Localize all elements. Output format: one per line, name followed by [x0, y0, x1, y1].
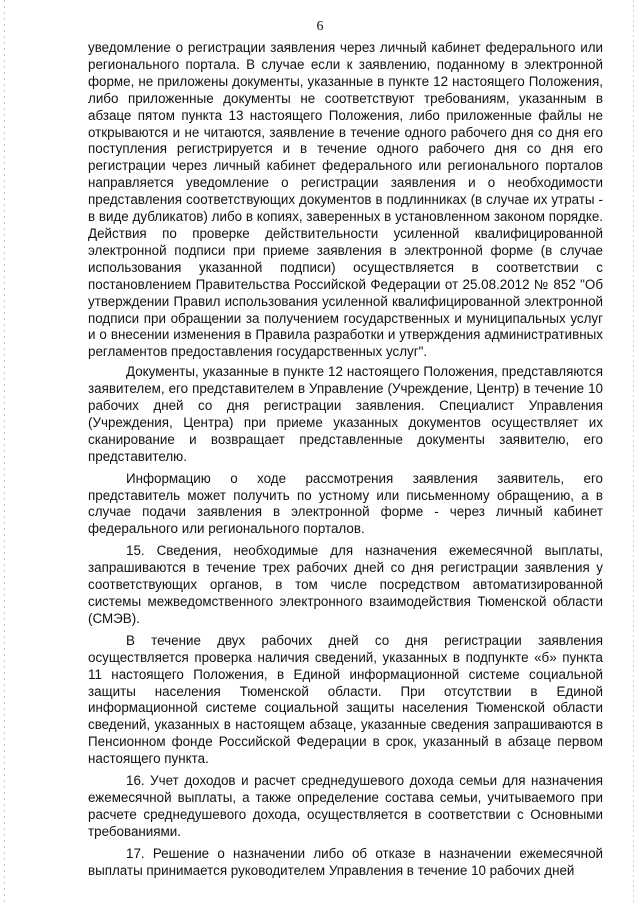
scan-edge-left: [4, 0, 5, 905]
document-body: [88, 40, 603, 885]
paragraph-1: уведомление о регистрации заявления через личный кабинет федерального или регионального портала. В случае если к заявлению, поданному в электронной форме, не приложены документы, указанные в пункте 12 настоящего Положения, либо приложенные документы не соответствуют требованиям, указанным в абзаце пятом пункта 13 настоящего Положения, либо приложенные файлы не открываются и не читаются, заявление в течение одного рабочего дня со дня его поступления регистрируется и в течение одного рабочего дня со дня его регистрации через личный кабинет федерального или регионального порталов направляется уведомление о регистрации заявления и о необходимости представления соответствующих документов в подлинниках (в случае их утраты - в виде дубликатов) либо в копиях, заверенных в установленном законом порядке. Действия по проверке действительности усиленной квалифицированной электронной подписи при приеме заявления в электронной форме (в случае использования указанной подписи) осуществляется в соответствии с постановлением Правительства Российской Федерации от 25.08.2012 № 852 "Об утверждении Правил использования усиленной квалифицированной электронной подписи при обращении за получением государственных и муниципальных услуг и о внесении изменения в Правила разработки и утверждения административных регламентов предоставления государственных услуг".: [88, 40, 603, 360]
page-number: 6: [316, 19, 324, 34]
paragraph-5: В течение двух рабочих дней со дня регистрации заявления осуществляется проверка наличия сведений, указанных в подпункте «б» пункта 11 настоящего Положения, в Единой информационной системе социальной защиты населения Тюменской области. При отсутствии в Единой информационной системе социальной защиты населения Тюменской области сведений, указанных в настоящем абзаце, указанные сведения запрашиваются в Пенсионном фонде Российской Федерации в срок, указанный в абзаце первом настоящего пункта.: [88, 632, 603, 767]
paragraph-6: 16. Учет доходов и расчет среднедушевого дохода семьи для назначения ежемесячной выплаты, а также определение состава семьи, учитываемого при расчете среднедушевого дохода, осуществляется в соответствии с Основными требованиями.: [88, 773, 603, 839]
paragraph-4: 15. Сведения, необходимые для назначения ежемесячной выплаты, запрашиваются в течение трех рабочих дней со дня регистрации заявления у соответствующих органов, в том числе посредством автоматизированной системы межведомственного электронного взаимодействия Тюменской области (СМЭВ).: [88, 543, 603, 626]
scan-edge-right: [633, 0, 634, 905]
paragraph-2: Документы, указанные в пункте 12 настоящего Положения, представляются заявителем, его представителем в Управление (Учреждение, Центр) в течение 10 рабочих дней со дня регистрации заявления. Специалист Управления (Учреждения, Центра) при приеме указанных документов осуществляет их сканирование и возвращает представленные документы заявителю, его представителю.: [88, 364, 603, 464]
paragraph-3: Информацию о ходе рассмотрения заявления заявитель, его представитель может получить по устному или письменному обращению, а в случае подачи заявления в электронной форме - через личный кабинет федерального или регионального порталов.: [88, 470, 603, 537]
paragraph-7: 17. Решение о назначении либо об отказе в назначении ежемесячной выплаты принимается руководителем Управления в течение 10 рабочих дней: [88, 845, 603, 878]
